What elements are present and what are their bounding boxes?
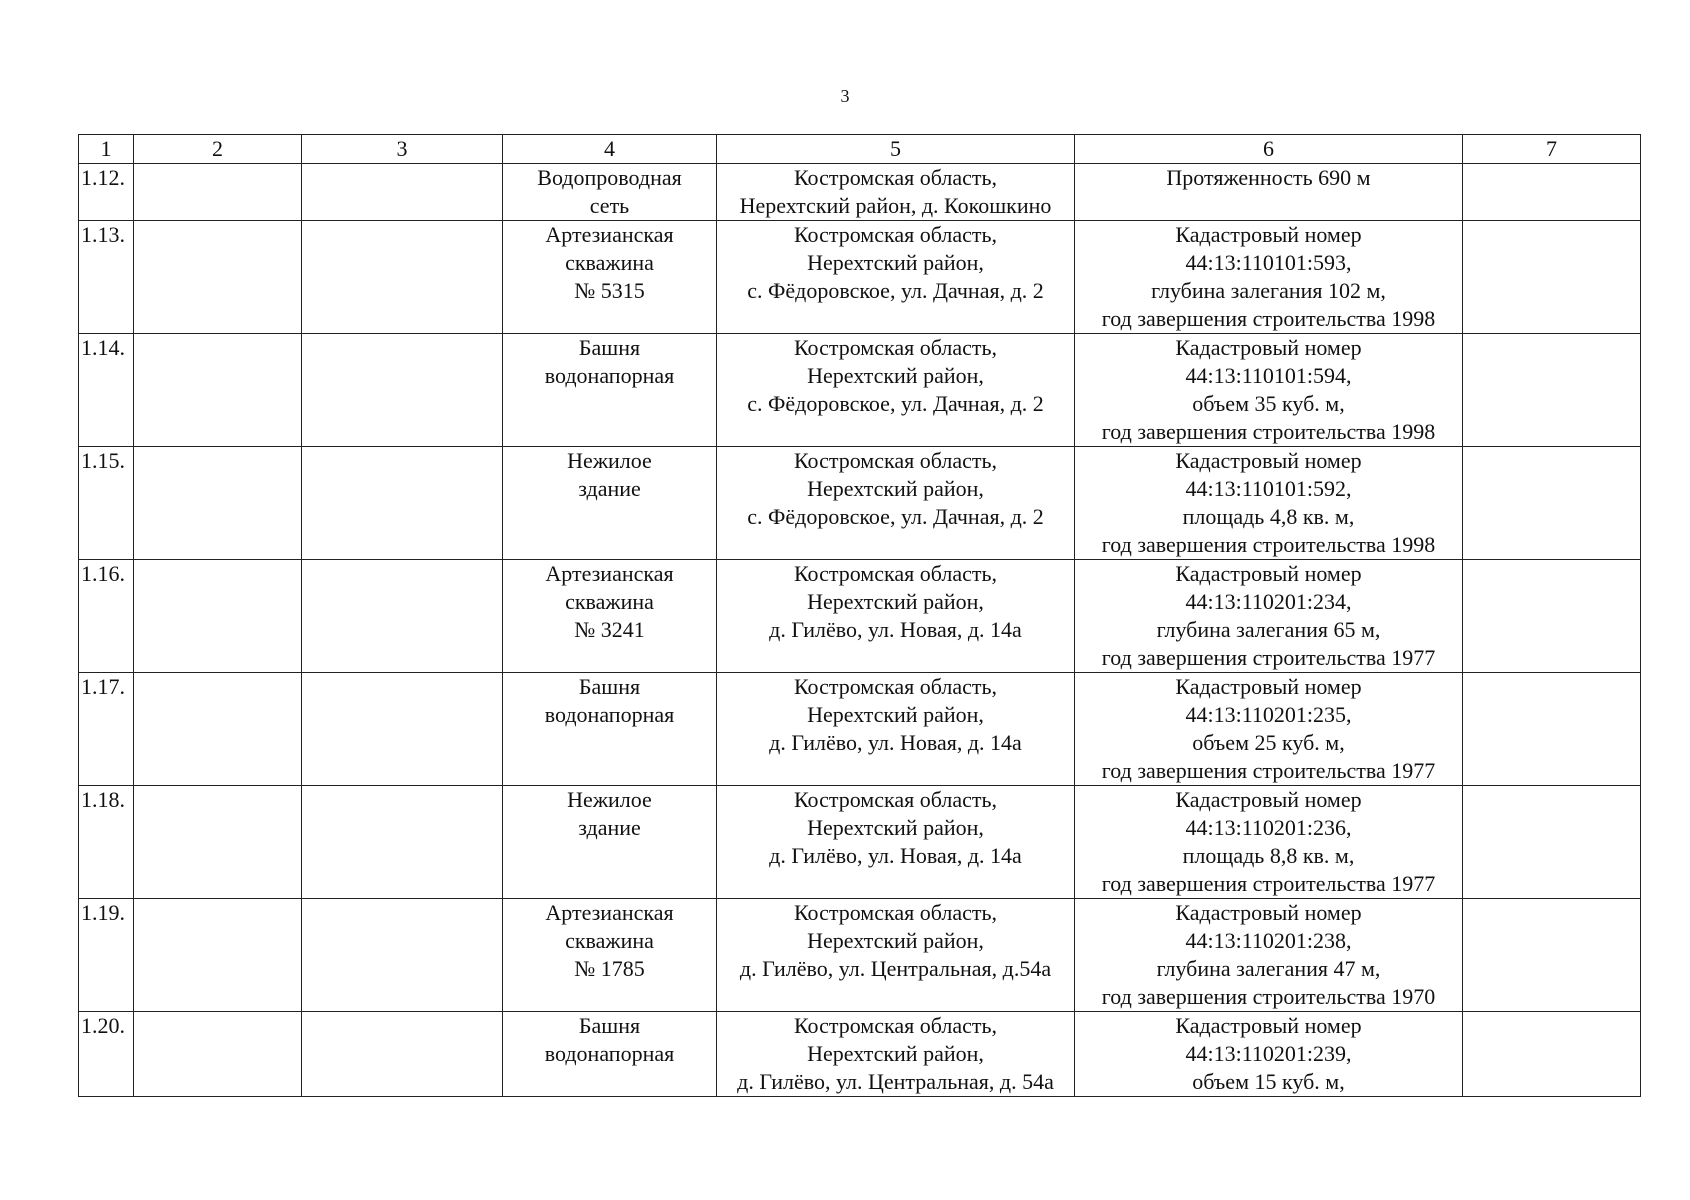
row-number: 1.14. [79, 334, 134, 447]
object-name: Водопроводная сеть [503, 164, 717, 221]
cell-col-2 [134, 164, 302, 221]
row-number: 1.12. [79, 164, 134, 221]
cell-col-7 [1463, 164, 1641, 221]
row-number: 1.17. [79, 673, 134, 786]
cell-col-2 [134, 221, 302, 334]
cell-col-7 [1463, 447, 1641, 560]
cell-col-7 [1463, 560, 1641, 673]
object-details: Кадастровый номер 44:13:110201:238, глубина залегания 47 м, год завершения строительства 1970 [1075, 899, 1463, 1012]
page-number: 3 [840, 86, 850, 106]
cell-col-3 [302, 899, 503, 1012]
cell-col-2 [134, 560, 302, 673]
object-address: Костромская область, Нерехтский район, д. Гилёво, ул. Центральная, д. 54а [717, 1012, 1075, 1097]
object-address: Костромская область, Нерехтский район, д. Гилёво, ул. Новая, д. 14а [717, 786, 1075, 899]
object-address: Костромская область, Нерехтский район, д. Гилёво, ул. Центральная, д.54а [717, 899, 1075, 1012]
object-details: Протяженность 690 м [1075, 164, 1463, 221]
table-header-row [79, 135, 1641, 164]
object-address: Костромская область, Нерехтский район, д. Кокошкино [717, 164, 1075, 221]
column-header: 6 [1075, 135, 1463, 164]
row-number: 1.20. [79, 1012, 134, 1097]
object-name: Башня водонапорная [503, 1012, 717, 1097]
column-header: 5 [717, 135, 1075, 164]
cell-col-3 [302, 560, 503, 673]
cell-col-7 [1463, 1012, 1641, 1097]
cell-col-2 [134, 786, 302, 899]
table-row [79, 334, 1641, 447]
table-row [79, 447, 1641, 560]
row-number: 1.16. [79, 560, 134, 673]
cell-col-2 [134, 334, 302, 447]
object-address: Костромская область, Нерехтский район, с. Фёдоровское, ул. Дачная, д. 2 [717, 221, 1075, 334]
object-name: Нежилое здание [503, 786, 717, 899]
table-row [79, 786, 1641, 899]
table-row [79, 1012, 1641, 1097]
cell-col-7 [1463, 221, 1641, 334]
row-number: 1.13. [79, 221, 134, 334]
cell-col-7 [1463, 899, 1641, 1012]
cell-col-7 [1463, 673, 1641, 786]
row-number: 1.15. [79, 447, 134, 560]
object-address: Костромская область, Нерехтский район, д. Гилёво, ул. Новая, д. 14а [717, 673, 1075, 786]
cell-col-2 [134, 899, 302, 1012]
registry-table [78, 134, 1641, 1097]
cell-col-3 [302, 221, 503, 334]
column-header: 3 [302, 135, 503, 164]
column-header: 4 [503, 135, 717, 164]
object-name: Башня водонапорная [503, 673, 717, 786]
cell-col-7 [1463, 334, 1641, 447]
column-header: 7 [1463, 135, 1641, 164]
column-header: 1 [79, 135, 134, 164]
object-address: Костромская область, Нерехтский район, с. Фёдоровское, ул. Дачная, д. 2 [717, 447, 1075, 560]
object-details: Кадастровый номер 44:13:110201:236, площадь 8,8 кв. м, год завершения строительства 1977 [1075, 786, 1463, 899]
row-number: 1.18. [79, 786, 134, 899]
object-details: Кадастровый номер 44:13:110201:239, объем 15 куб. м, [1075, 1012, 1463, 1097]
table-row [79, 673, 1641, 786]
cell-col-3 [302, 164, 503, 221]
table-row [79, 164, 1641, 221]
object-details: Кадастровый номер 44:13:110101:592, площадь 4,8 кв. м, год завершения строительства 1998 [1075, 447, 1463, 560]
object-details: Кадастровый номер 44:13:110101:594, объем 35 куб. м, год завершения строительства 1998 [1075, 334, 1463, 447]
object-name: Артезианская скважина № 5315 [503, 221, 717, 334]
row-number: 1.19. [79, 899, 134, 1012]
cell-col-2 [134, 673, 302, 786]
cell-col-3 [302, 786, 503, 899]
cell-col-3 [302, 673, 503, 786]
table-row [79, 560, 1641, 673]
cell-col-3 [302, 447, 503, 560]
cell-col-2 [134, 447, 302, 560]
object-details: Кадастровый номер 44:13:110101:593, глубина залегания 102 м, год завершения строительства 1998 [1075, 221, 1463, 334]
object-name: Артезианская скважина № 3241 [503, 560, 717, 673]
cell-col-7 [1463, 786, 1641, 899]
table-row [79, 221, 1641, 334]
object-name: Артезианская скважина № 1785 [503, 899, 717, 1012]
object-details: Кадастровый номер 44:13:110201:235, объем 25 куб. м, год завершения строительства 1977 [1075, 673, 1463, 786]
column-header: 2 [134, 135, 302, 164]
cell-col-3 [302, 334, 503, 447]
cell-col-2 [134, 1012, 302, 1097]
object-address: Костромская область, Нерехтский район, с. Фёдоровское, ул. Дачная, д. 2 [717, 334, 1075, 447]
table-row [79, 899, 1641, 1012]
cell-col-3 [302, 1012, 503, 1097]
object-details: Кадастровый номер 44:13:110201:234, глубина залегания 65 м, год завершения строительства 1977 [1075, 560, 1463, 673]
object-address: Костромская область, Нерехтский район, д. Гилёво, ул. Новая, д. 14а [717, 560, 1075, 673]
object-name: Нежилое здание [503, 447, 717, 560]
object-name: Башня водонапорная [503, 334, 717, 447]
